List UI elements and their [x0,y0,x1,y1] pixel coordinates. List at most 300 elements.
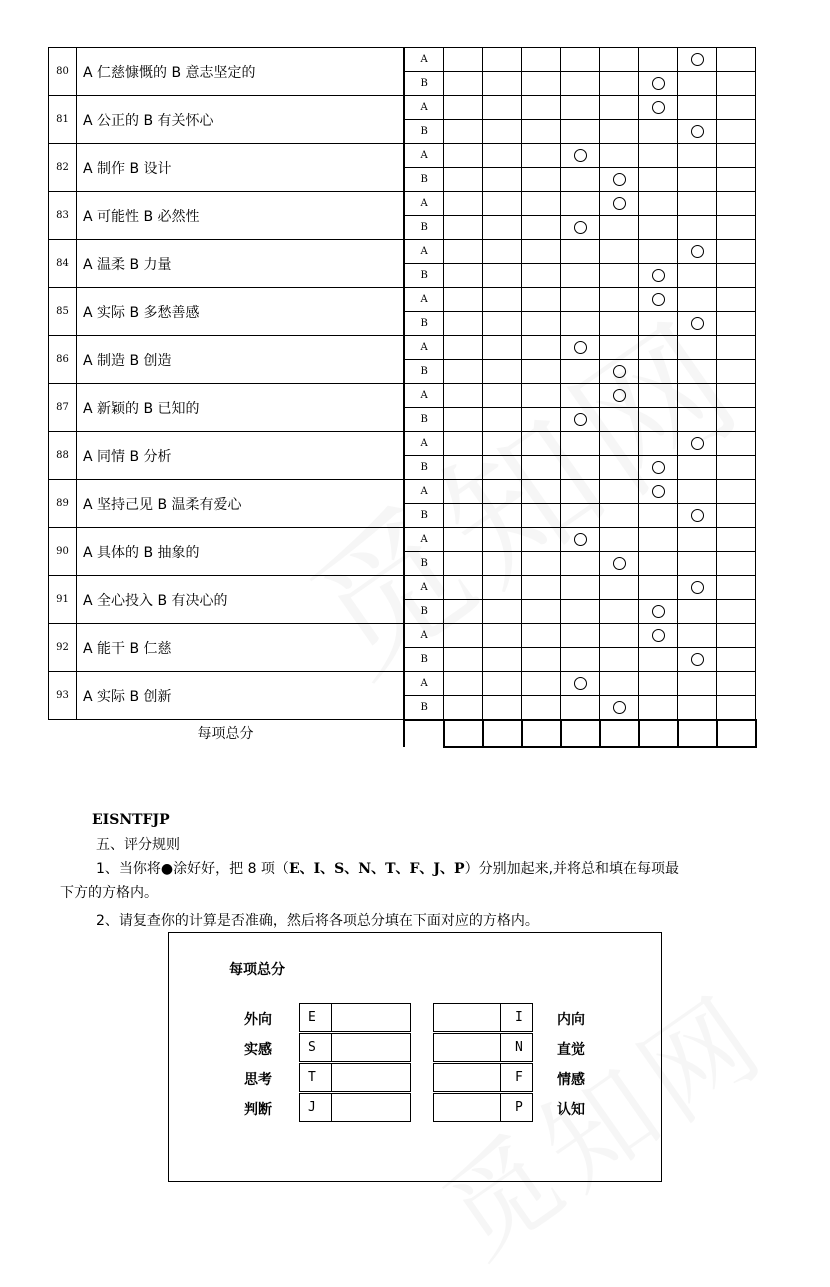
answer-cell[interactable] [639,696,678,720]
letters-line: EISNTFJP [92,812,170,828]
answer-cell[interactable] [600,600,639,624]
answer-cell[interactable] [522,288,561,312]
answer-cell[interactable] [678,408,717,432]
answer-cell[interactable] [678,72,717,96]
option-label: B [404,168,444,192]
score-right-input[interactable] [433,1093,501,1122]
answer-cell[interactable] [600,72,639,96]
answer-cell[interactable] [561,456,600,480]
answer-cell[interactable] [600,336,639,360]
answer-cell[interactable] [561,168,600,192]
answer-cell[interactable] [678,696,717,720]
answer-cell[interactable] [561,312,600,336]
option-label: A [404,288,444,312]
answer-cell[interactable] [639,456,678,480]
answer-cell[interactable] [561,384,600,408]
answer-cell[interactable] [522,336,561,360]
answer-cell[interactable] [561,576,600,600]
answer-cell[interactable] [522,384,561,408]
answer-cell[interactable] [600,480,639,504]
total-cell[interactable] [483,720,522,747]
question-number: 80 [49,48,77,96]
answer-cell[interactable] [639,72,678,96]
answer-cell[interactable] [522,264,561,288]
circle-icon [613,389,626,402]
answer-cell[interactable] [639,648,678,672]
answer-cell[interactable] [522,504,561,528]
answer-cell[interactable] [444,288,483,312]
answer-cell[interactable] [717,120,756,144]
answer-cell[interactable] [561,48,600,72]
score-left-input[interactable] [331,1063,411,1092]
answer-cell[interactable] [522,72,561,96]
answer-cell[interactable] [678,264,717,288]
answer-cell[interactable] [678,480,717,504]
answer-cell[interactable] [678,648,717,672]
answer-cell[interactable] [561,360,600,384]
answer-cell[interactable] [717,552,756,576]
total-cell[interactable] [444,720,483,747]
answer-cell[interactable] [444,264,483,288]
question-number: 93 [49,672,77,720]
answer-cell[interactable] [600,408,639,432]
circle-icon [613,173,626,186]
answer-cell[interactable] [444,672,483,696]
circle-icon [691,653,704,666]
answer-cell[interactable] [483,504,522,528]
answer-cell[interactable] [717,72,756,96]
answer-cell[interactable] [639,600,678,624]
answer-cell[interactable] [483,600,522,624]
total-cell[interactable] [600,720,639,747]
answer-cell[interactable] [444,144,483,168]
score-right-label: 直觉 [557,1042,585,1058]
answer-cell[interactable] [522,360,561,384]
answer-cell[interactable] [561,216,600,240]
answer-cell[interactable] [444,168,483,192]
answer-cell[interactable] [600,384,639,408]
option-label: A [404,624,444,648]
answer-cell[interactable] [483,336,522,360]
answer-cell[interactable] [639,168,678,192]
answer-cell[interactable] [717,96,756,120]
option-label: A [404,480,444,504]
answer-cell[interactable] [717,240,756,264]
answer-cell[interactable] [522,672,561,696]
answer-cell[interactable] [678,312,717,336]
answer-cell[interactable] [639,264,678,288]
answer-cell[interactable] [600,264,639,288]
answer-cell[interactable] [639,384,678,408]
answer-cell[interactable] [561,96,600,120]
answer-cell[interactable] [444,576,483,600]
total-cell[interactable] [678,720,717,747]
answer-cell[interactable] [561,480,600,504]
answer-cell[interactable] [444,432,483,456]
answer-cell[interactable] [483,432,522,456]
score-box-title: 每项总分 [229,962,285,978]
answer-cell[interactable] [522,96,561,120]
answer-cell[interactable] [717,600,756,624]
answer-cell[interactable] [483,480,522,504]
answer-cell[interactable] [678,120,717,144]
score-left-input[interactable] [331,1003,411,1032]
answer-cell[interactable] [600,312,639,336]
option-label: B [404,504,444,528]
total-spacer [404,720,444,747]
answer-cell[interactable] [561,552,600,576]
answer-cell[interactable] [483,192,522,216]
question-text: A 同情 B 分析 [77,432,404,480]
answer-cell[interactable] [483,264,522,288]
question-text: A 温柔 B 力量 [77,240,404,288]
answer-cell[interactable] [522,240,561,264]
answer-cell[interactable] [444,48,483,72]
option-label: A [404,336,444,360]
answer-cell[interactable] [678,432,717,456]
answer-cell[interactable] [600,576,639,600]
answer-cell[interactable] [639,336,678,360]
answer-cell[interactable] [678,216,717,240]
answer-cell[interactable] [600,360,639,384]
answer-cell[interactable] [444,72,483,96]
answer-cell[interactable] [639,480,678,504]
answer-cell[interactable] [717,264,756,288]
answer-cell[interactable] [639,144,678,168]
answer-cell[interactable] [444,384,483,408]
answer-cell[interactable] [717,144,756,168]
answer-cell[interactable] [483,72,522,96]
total-cell[interactable] [717,720,756,747]
answer-cell[interactable] [522,144,561,168]
circle-icon [652,269,665,282]
circle-icon [574,677,587,690]
question-text: A 全心投入 B 有决心的 [77,576,404,624]
option-label: A [404,48,444,72]
answer-cell[interactable] [639,552,678,576]
question-number: 81 [49,96,77,144]
answer-cell[interactable] [600,528,639,552]
answer-cell[interactable] [678,96,717,120]
answer-cell[interactable] [483,576,522,600]
rule-letters: E、I、S、N、T、F、J、P [288,861,465,877]
answer-cell[interactable] [522,456,561,480]
answer-cell[interactable] [444,192,483,216]
answer-cell[interactable] [600,168,639,192]
answer-cell[interactable] [561,648,600,672]
answer-cell[interactable] [717,504,756,528]
answer-cell[interactable] [717,216,756,240]
answer-cell[interactable] [600,192,639,216]
answer-cell[interactable] [639,96,678,120]
question-number: 84 [49,240,77,288]
answer-cell[interactable] [717,384,756,408]
answer-cell[interactable] [639,576,678,600]
answer-cell[interactable] [561,672,600,696]
answer-cell[interactable] [717,432,756,456]
answer-cell[interactable] [600,624,639,648]
answer-cell[interactable] [444,216,483,240]
circle-icon [574,221,587,234]
answer-cell[interactable] [717,648,756,672]
answer-cell[interactable] [600,144,639,168]
answer-cell[interactable] [717,288,756,312]
answer-cell[interactable] [639,288,678,312]
score-left-letter: E [299,1003,332,1032]
question-row [49,384,756,408]
score-right-letter: N [500,1033,533,1062]
answer-cell[interactable] [483,408,522,432]
answer-cell[interactable] [639,192,678,216]
score-left-input[interactable] [331,1033,411,1062]
option-label: B [404,648,444,672]
answer-cell[interactable] [600,432,639,456]
answer-cell[interactable] [600,456,639,480]
answer-cell[interactable] [600,240,639,264]
answer-cell[interactable] [678,48,717,72]
answer-cell[interactable] [483,240,522,264]
answer-cell[interactable] [600,288,639,312]
question-row [49,144,756,168]
answer-cell[interactable] [444,96,483,120]
answer-cell[interactable] [678,456,717,480]
circle-icon [652,629,665,642]
answer-cell[interactable] [561,144,600,168]
answer-cell[interactable] [678,504,717,528]
option-label: B [404,552,444,576]
answer-cell[interactable] [444,504,483,528]
answer-cell[interactable] [561,240,600,264]
answer-cell[interactable] [639,432,678,456]
answer-cell[interactable] [483,552,522,576]
answer-cell[interactable] [600,48,639,72]
answer-cell[interactable] [717,456,756,480]
answer-cell[interactable] [600,648,639,672]
answer-cell[interactable] [561,336,600,360]
answer-cell[interactable] [483,120,522,144]
answer-cell[interactable] [522,552,561,576]
question-row [49,240,756,264]
answer-cell[interactable] [717,672,756,696]
answer-cell[interactable] [561,696,600,720]
answer-cell[interactable] [678,624,717,648]
circle-icon [652,605,665,618]
question-row [49,192,756,216]
answer-cell[interactable] [678,528,717,552]
score-right-input[interactable] [433,1063,501,1092]
score-row [169,1063,663,1092]
option-label: B [404,408,444,432]
answer-cell[interactable] [522,480,561,504]
answer-cell[interactable] [561,72,600,96]
option-label: B [404,456,444,480]
answer-cell[interactable] [639,48,678,72]
answer-cell[interactable] [483,384,522,408]
answer-cell[interactable] [522,120,561,144]
answer-cell[interactable] [444,696,483,720]
answer-cell[interactable] [639,312,678,336]
answer-cell[interactable] [522,168,561,192]
answer-cell[interactable] [483,216,522,240]
circle-icon [691,125,704,138]
answer-cell[interactable] [717,480,756,504]
answer-cell[interactable] [717,336,756,360]
answer-cell[interactable] [483,360,522,384]
total-cell[interactable] [561,720,600,747]
answer-cell[interactable] [678,552,717,576]
answer-cell[interactable] [444,240,483,264]
answer-cell[interactable] [561,408,600,432]
score-right-letter: F [500,1063,533,1092]
question-row [49,96,756,120]
total-cell[interactable] [639,720,678,747]
answer-cell[interactable] [444,456,483,480]
answer-cell[interactable] [600,552,639,576]
answer-cell[interactable] [600,696,639,720]
score-right-input[interactable] [433,1003,501,1032]
rule-text: 1、当你将●涂好好，把 8 项（ [96,861,289,877]
score-row [169,1093,663,1122]
answer-cell[interactable] [561,432,600,456]
total-cell[interactable] [522,720,561,747]
score-right-label: 情感 [557,1072,585,1088]
answer-cell[interactable] [678,672,717,696]
score-left-input[interactable] [331,1093,411,1122]
answer-cell[interactable] [483,144,522,168]
answer-cell[interactable] [639,528,678,552]
answer-cell[interactable] [483,288,522,312]
answer-cell[interactable] [483,696,522,720]
answer-cell[interactable] [639,672,678,696]
answer-cell[interactable] [522,192,561,216]
answer-cell[interactable] [483,312,522,336]
question-row [49,528,756,552]
answer-cell[interactable] [444,648,483,672]
option-label: B [404,216,444,240]
answer-cell[interactable] [600,504,639,528]
answer-cell[interactable] [639,408,678,432]
answer-cell[interactable] [717,48,756,72]
answer-cell[interactable] [639,360,678,384]
option-label: B [404,600,444,624]
answer-cell[interactable] [561,192,600,216]
answer-cell[interactable] [444,360,483,384]
answer-cell[interactable] [522,48,561,72]
answer-cell[interactable] [600,672,639,696]
answer-cell[interactable] [522,600,561,624]
answer-cell[interactable] [717,696,756,720]
score-right-input[interactable] [433,1033,501,1062]
answer-cell[interactable] [522,624,561,648]
answer-cell[interactable] [678,360,717,384]
answer-cell[interactable] [678,144,717,168]
answer-cell[interactable] [483,456,522,480]
answer-cell[interactable] [444,120,483,144]
answer-cell[interactable] [444,312,483,336]
answer-cell[interactable] [444,480,483,504]
answer-cell[interactable] [483,528,522,552]
answer-cell[interactable] [678,288,717,312]
answer-cell[interactable] [483,96,522,120]
question-number: 90 [49,528,77,576]
answer-cell[interactable] [561,120,600,144]
answer-cell[interactable] [483,168,522,192]
answer-cell[interactable] [639,504,678,528]
answer-cell[interactable] [717,360,756,384]
answer-cell[interactable] [444,600,483,624]
answer-cell[interactable] [522,408,561,432]
rule-paragraph-2: 2、请复查你的计算是否准确，然后将各项总分填在下面对应的方格内。 [96,913,539,929]
answer-cell[interactable] [444,552,483,576]
answer-cell[interactable] [483,624,522,648]
answer-cell[interactable] [639,240,678,264]
answer-cell[interactable] [717,168,756,192]
question-row [49,48,756,72]
circle-icon [613,557,626,570]
answer-cell[interactable] [678,168,717,192]
answer-cell[interactable] [444,528,483,552]
answer-cell[interactable] [561,528,600,552]
answer-cell[interactable] [717,408,756,432]
answer-cell[interactable] [600,96,639,120]
question-number: 88 [49,432,77,480]
answer-cell[interactable] [678,384,717,408]
circle-icon [574,341,587,354]
answer-cell[interactable] [522,432,561,456]
question-number: 86 [49,336,77,384]
answer-cell[interactable] [522,528,561,552]
answer-cell[interactable] [483,672,522,696]
answer-cell[interactable] [678,240,717,264]
answer-cell[interactable] [444,624,483,648]
answer-cell[interactable] [678,192,717,216]
score-right-label: 认知 [557,1102,585,1118]
option-label: A [404,240,444,264]
answer-cell[interactable] [600,216,639,240]
answer-cell[interactable] [522,696,561,720]
answer-cell[interactable] [522,576,561,600]
answer-cell[interactable] [678,576,717,600]
answer-cell[interactable] [444,408,483,432]
answer-cell[interactable] [522,648,561,672]
answer-cell[interactable] [561,504,600,528]
circle-icon [652,101,665,114]
answer-cell[interactable] [483,648,522,672]
answer-cell[interactable] [600,120,639,144]
answer-cell[interactable] [639,624,678,648]
answer-cell[interactable] [522,312,561,336]
question-text: A 仁慈慷慨的 B 意志坚定的 [77,48,404,96]
answer-cell[interactable] [522,216,561,240]
answer-cell[interactable] [717,624,756,648]
answer-cell[interactable] [717,528,756,552]
answer-cell[interactable] [639,120,678,144]
answer-cell[interactable] [561,600,600,624]
question-table [48,47,757,748]
answer-cell[interactable] [561,264,600,288]
answer-cell[interactable] [717,576,756,600]
answer-cell[interactable] [678,600,717,624]
answer-cell[interactable] [717,312,756,336]
answer-cell[interactable] [483,48,522,72]
answer-cell[interactable] [639,216,678,240]
answer-cell[interactable] [444,336,483,360]
answer-cell[interactable] [561,624,600,648]
answer-cell[interactable] [561,288,600,312]
answer-cell[interactable] [717,192,756,216]
answer-cell[interactable] [678,336,717,360]
option-label: A [404,144,444,168]
